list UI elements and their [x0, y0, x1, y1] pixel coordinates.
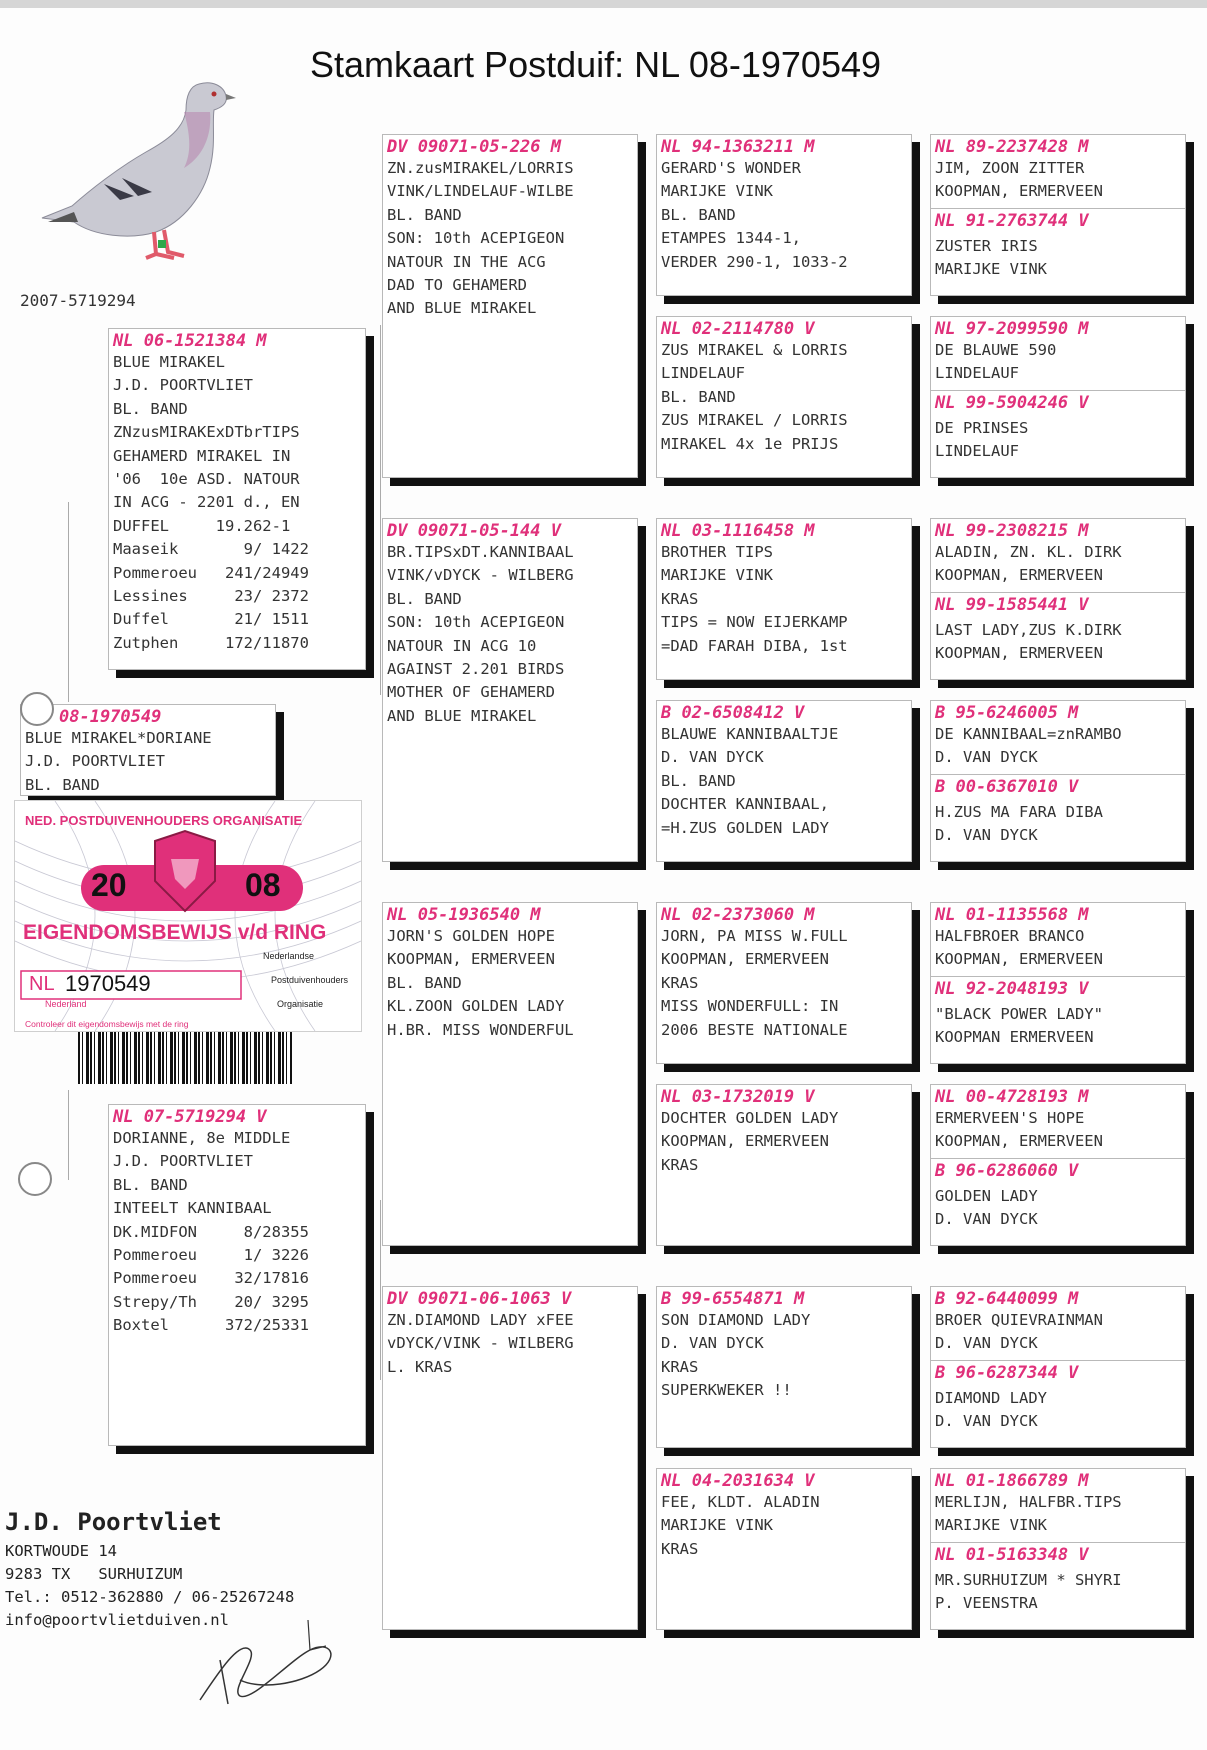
pedigree-line: JORN'S GOLDEN HOPE — [387, 927, 555, 945]
pedigree-line: ZNzusMIRAKExDTbrTIPS — [113, 423, 300, 442]
sire-card — [108, 328, 366, 670]
pedigree-line: D. VAN DYCK — [661, 1334, 764, 1353]
pedigree-line: BROTHER TIPS — [661, 543, 773, 561]
pedigree-line: KRAS — [661, 1539, 699, 1558]
pedigree-line: DUFFEL 19.262-1 — [113, 516, 291, 535]
ring-number: NL 01-1866789 M — [935, 1471, 1089, 1491]
certificate-title: EIGENDOMSBEWIJS v/d RING — [23, 921, 327, 944]
great-grandparent-card — [656, 316, 912, 478]
ring-number: B 96-6286060 V — [935, 1160, 1079, 1181]
pedigree-line: Pommeroeu 1/ 3226 — [113, 1246, 309, 1265]
great-grandparent-card — [656, 1468, 912, 1630]
pedigree-line: MARIJKE VINK — [935, 1516, 1047, 1535]
ownership-certificate — [14, 800, 362, 1032]
pedigree-line: SUPERKWEKER !! — [661, 1381, 792, 1400]
certificate-year-right: 08 — [245, 867, 281, 903]
pedigree-line: NATOUR IN THE ACG — [387, 252, 546, 271]
pedigree-line: SON DIAMOND LADY — [661, 1311, 811, 1329]
connector-line — [68, 1090, 69, 1180]
ring-number: DV 09071-05-144 V — [387, 521, 561, 541]
pedigree-line: ZUSTER IRIS — [935, 236, 1038, 255]
pedigree-line: KOOPMAN ERMERVEEN — [935, 1028, 1094, 1047]
pedigree-line: D. VAN DYCK — [935, 1412, 1038, 1431]
great-great-grandparents-card — [930, 134, 1186, 296]
pedigree-line: ZN.DIAMOND LADY xFEE — [387, 1311, 574, 1329]
pedigree-line: ALADIN, ZN. KL. DIRK — [935, 543, 1122, 561]
pedigree-line: 2006 BESTE NATIONALE — [661, 1020, 848, 1039]
top-border — [0, 0, 1207, 8]
pedigree-line: MIRAKEL 4x 1e PRIJS — [661, 434, 839, 453]
pedigree-line: Lessines 23/ 2372 — [113, 587, 309, 606]
certificate-ring-number: 1970549 — [65, 971, 151, 996]
pedigree-line: BLAUWE KANNIBAALTJE — [661, 725, 839, 743]
connector-line — [380, 325, 381, 695]
ring-number: NL 99-1585441 V — [935, 594, 1089, 615]
pedigree-line: KOOPMAN, ERMERVEEN — [935, 644, 1103, 663]
ring-number: DV 09071-05-226 M — [387, 137, 561, 157]
pedigree-line: DK.MIDFON 8/28355 — [113, 1222, 309, 1241]
pedigree-line: BL. BAND — [661, 387, 736, 406]
pedigree-line: LINDELAUF — [661, 364, 745, 383]
great-grandparent-card — [656, 1084, 912, 1246]
pedigree-line: MISS WONDERFULL: IN — [661, 997, 839, 1016]
pedigree-line: AND BLUE MIRAKEL — [387, 299, 537, 318]
pedigree-line: AGAINST 2.201 BIRDS — [387, 660, 565, 679]
pedigree-line: KOOPMAN, ERMERVEEN — [661, 1132, 829, 1151]
pedigree-line: DE PRINSES — [935, 418, 1029, 437]
certificate-year-left: 20 — [91, 867, 127, 903]
pigeon-illustration — [34, 72, 244, 282]
signature — [180, 1600, 350, 1710]
pedigree-line: DIAMOND LADY — [935, 1388, 1047, 1407]
certificate-org-p: Postduivenhouders — [271, 975, 349, 985]
pedigree-line: BL. BAND — [113, 399, 188, 418]
pedigree-line: BR.TIPSxDT.KANNIBAAL — [387, 543, 574, 561]
pedigree-line: AND BLUE MIRAKEL — [387, 706, 537, 725]
pedigree-line: BL. BAND — [387, 589, 462, 608]
ring-number: B 02-6508412 V — [661, 703, 805, 723]
ring-number: B 92-6440099 M — [935, 1289, 1079, 1309]
pedigree-line: BL. BAND — [113, 1175, 188, 1194]
owner-phone: Tel.: 0512-362880 / 06-25267248 — [5, 1588, 295, 1606]
pedigree-line: KOOPMAN, ERMERVEEN — [935, 182, 1103, 201]
pedigree-line: D. VAN DYCK — [661, 748, 764, 767]
ring-number: NL 01-5163348 V — [935, 1544, 1089, 1565]
pedigree-line: "BLACK POWER LADY" — [935, 1004, 1103, 1023]
pedigree-line: ETAMPES 1344-1, — [661, 229, 801, 248]
pedigree-line: DE KANNIBAAL=znRAMBO — [935, 725, 1122, 743]
pedigree-line: ZN.zusMIRAKEL/LORRIS — [387, 159, 574, 177]
connector-line — [380, 1200, 381, 1380]
pedigree-line: SON: 10th ACEPIGEON — [387, 229, 565, 248]
certificate-footer: Controleer dit eigendomsbewijs met de ring — [25, 1019, 189, 1029]
pedigree-line: DAD TO GEHAMERD — [387, 276, 527, 295]
ring-number: NL 94-1363211 M — [661, 137, 815, 157]
ring-number: NL 99-5904246 V — [935, 392, 1089, 413]
grandparent-card — [382, 902, 638, 1246]
ring-number: 08-1970549 — [59, 707, 162, 727]
own-ring-number: 2007-5719294 — [20, 291, 136, 310]
pedigree-line: KOOPMAN, ERMERVEEN — [661, 950, 829, 969]
barcode — [78, 1032, 292, 1084]
pedigree-line: DOCHTER KANNIBAAL, — [661, 795, 829, 814]
great-grandparent-card — [656, 134, 912, 296]
pedigree-line: VERDER 290-1, 1033-2 — [661, 252, 848, 271]
certificate-country-small: Nederland — [45, 999, 87, 1009]
ring-number: NL 00-4728193 M — [935, 1087, 1089, 1107]
pedigree-line: MARIJKE VINK — [661, 566, 773, 585]
pedigree-line: KOOPMAN, ERMERVEEN — [387, 950, 555, 969]
punch-hole — [20, 692, 54, 726]
pedigree-line: Boxtel 372/25331 — [113, 1316, 309, 1335]
ring-number: B 96-6287344 V — [935, 1362, 1079, 1383]
ring-number: NL 99-2308215 M — [935, 521, 1089, 541]
ring-number: NL 02-2114780 V — [661, 319, 815, 339]
dam-card — [108, 1104, 366, 1446]
owner-address: KORTWOUDE 14 — [5, 1542, 117, 1560]
pedigree-line: H.BR. MISS WONDERFUL — [387, 1020, 574, 1039]
great-grandparent-card — [656, 1286, 912, 1448]
pedigree-line: MARIJKE VINK — [935, 260, 1047, 279]
pedigree-line: Maaseik 9/ 1422 — [113, 540, 309, 559]
pedigree-line: VINK/LINDELAUF-WILBE — [387, 182, 574, 201]
pedigree-line: IN ACG - 2201 d., EN — [113, 493, 300, 512]
ring-number: NL 97-2099590 M — [935, 319, 1089, 339]
pedigree-line: Pommeroeu 32/17816 — [113, 1269, 309, 1288]
great-great-grandparents-card — [930, 1286, 1186, 1448]
pedigree-line: GEHAMERD MIRAKEL IN — [113, 446, 291, 465]
pedigree-line: KRAS — [661, 1357, 699, 1376]
pedigree-line: MARIJKE VINK — [661, 182, 773, 201]
pedigree-line: LAST LADY,ZUS K.DIRK — [935, 620, 1122, 639]
pedigree-line: P. VEENSTRA — [935, 1594, 1038, 1613]
pedigree-line: TIPS = NOW EIJERKAMP — [661, 613, 848, 632]
pedigree-line: H.ZUS MA FARA DIBA — [935, 802, 1103, 821]
pedigree-line: BL. BAND — [387, 205, 462, 224]
punch-hole — [18, 1162, 52, 1196]
pedigree-line: L. KRAS — [387, 1357, 453, 1376]
pedigree-line: J.D. POORTVLIET — [113, 1152, 253, 1171]
great-great-grandparents-card — [930, 1468, 1186, 1630]
pedigree-line: KOOPMAN, ERMERVEEN — [935, 950, 1103, 969]
ring-number: B 95-6246005 M — [935, 703, 1079, 723]
pedigree-line: KRAS — [661, 1155, 699, 1174]
pedigree-line: SON: 10th ACEPIGEON — [387, 613, 565, 632]
grandparent-card — [382, 1286, 638, 1630]
ring-number: NL 01-1135568 M — [935, 905, 1089, 925]
grandparent-card — [382, 518, 638, 862]
connector-line — [68, 502, 69, 702]
great-grandparent-card — [656, 700, 912, 862]
pedigree-line: ZUS MIRAKEL & LORRIS — [661, 341, 848, 359]
ring-number: NL 92-2048193 V — [935, 978, 1089, 999]
ring-number: B 00-6367010 V — [935, 776, 1079, 797]
pedigree-line: DOCHTER GOLDEN LADY — [661, 1109, 839, 1127]
pedigree-line: D. VAN DYCK — [935, 1210, 1038, 1229]
pedigree-line: DORIANNE, 8e MIDDLE — [113, 1129, 291, 1147]
great-great-grandparents-card — [930, 1084, 1186, 1246]
grandparent-card — [382, 134, 638, 478]
pedigree-line: BL. BAND — [661, 771, 736, 790]
pedigree-line: LINDELAUF — [935, 364, 1019, 383]
ring-number: NL 02-2373060 M — [661, 905, 815, 925]
pedigree-line: HALFBROER BRANCO — [935, 927, 1085, 945]
pedigree-line: D. VAN DYCK — [935, 826, 1038, 845]
pedigree-line: KOOPMAN, ERMERVEEN — [935, 566, 1103, 585]
pigeon-card — [20, 704, 276, 796]
pedigree-line: J.D. POORTVLIET — [25, 752, 165, 771]
pedigree-line: Pommeroeu 241/24949 — [113, 563, 309, 582]
certificate-org-o: Organisatie — [277, 999, 324, 1009]
ring-number: NL 04-2031634 V — [661, 1471, 815, 1491]
certificate-org-n: Nederlandse — [263, 951, 315, 961]
great-great-grandparents-card — [930, 518, 1186, 680]
certificate-org: NED. POSTDUIVENHOUDERS ORGANISATIE — [25, 813, 303, 828]
pedigree-line: MR.SURHUIZUM * SHYRI — [935, 1570, 1122, 1589]
ring-number: B 99-6554871 M — [661, 1289, 805, 1309]
pedigree-line: BL. BAND — [387, 973, 462, 992]
pedigree-line: vDYCK/VINK - WILBERG — [387, 1334, 574, 1353]
pedigree-line: MARIJKE VINK — [661, 1516, 773, 1535]
owner-postcode: 9283 TX SURHUIZUM — [5, 1565, 183, 1583]
pedigree-line: KRAS — [661, 589, 699, 608]
pedigree-line: Zutphen 172/11870 — [113, 633, 309, 652]
ring-number: NL 91-2763744 V — [935, 210, 1089, 231]
great-grandparent-card — [656, 902, 912, 1064]
ring-number: NL 89-2237428 M — [935, 137, 1089, 157]
pedigree-line: DE BLAUWE 590 — [935, 341, 1057, 359]
pedigree-line: BROER QUIEVRAINMAN — [935, 1311, 1103, 1329]
pedigree-line: D. VAN DYCK — [935, 1334, 1038, 1353]
pedigree-line: '06 10e ASD. NATOUR — [113, 470, 300, 489]
great-grandparent-card — [656, 518, 912, 680]
ring-number: NL 05-1936540 M — [387, 905, 541, 925]
pedigree-line: BL. BAND — [661, 205, 736, 224]
pedigree-line: ZUS MIRAKEL / LORRIS — [661, 411, 848, 430]
pedigree-line: BLUE MIRAKEL — [113, 353, 225, 371]
pedigree-line: KRAS — [661, 973, 699, 992]
pedigree-line: MOTHER OF GEHAMERD — [387, 683, 555, 702]
pedigree-line: FEE, KLDT. ALADIN — [661, 1493, 820, 1511]
pedigree-line: KL.ZOON GOLDEN LADY — [387, 997, 565, 1016]
pedigree-line: Duffel 21/ 1511 — [113, 610, 309, 629]
ring-number: NL 07-5719294 V — [113, 1107, 267, 1127]
pedigree-line: GOLDEN LADY — [935, 1186, 1038, 1205]
pedigree-line: VINK/vDYCK - WILBERG — [387, 566, 574, 585]
pedigree-line: NATOUR IN ACG 10 — [387, 636, 537, 655]
pedigree-line: BL. BAND — [25, 775, 100, 794]
great-great-grandparents-card — [930, 902, 1186, 1064]
pedigree-line: J.D. POORTVLIET — [113, 376, 253, 395]
pedigree-line: Strepy/Th 20/ 3295 — [113, 1292, 309, 1311]
owner-name: J.D. Poortvliet — [5, 1508, 222, 1536]
great-great-grandparents-card — [930, 700, 1186, 862]
pedigree-line: KOOPMAN, ERMERVEEN — [935, 1132, 1103, 1151]
pedigree-line: =DAD FARAH DIBA, 1st — [661, 636, 848, 655]
certificate-country: NL — [29, 973, 55, 995]
pedigree-line: D. VAN DYCK — [935, 748, 1038, 767]
ring-number: NL 03-1116458 M — [661, 521, 815, 541]
pedigree-line: INTEELT KANNIBAAL — [113, 1199, 272, 1218]
pedigree-line: GERARD'S WONDER — [661, 159, 801, 177]
pedigree-line: LINDELAUF — [935, 442, 1019, 461]
page-title: Stamkaart Postduif: NL 08-1970549 — [310, 44, 882, 85]
great-great-grandparents-card — [930, 316, 1186, 478]
pedigree-line: BLUE MIRAKEL*DORIANE — [25, 729, 212, 747]
pedigree-line: ERMERVEEN'S HOPE — [935, 1109, 1085, 1127]
pedigree-line: JIM, ZOON ZITTER — [935, 159, 1085, 177]
ring-number: DV 09071-06-1063 V — [387, 1289, 572, 1309]
pedigree-line: MERLIJN, HALFBR.TIPS — [935, 1493, 1122, 1511]
pedigree-line: =H.ZUS GOLDEN LADY — [661, 818, 829, 837]
pedigree-line: JORN, PA MISS W.FULL — [661, 927, 848, 945]
ring-number: NL 03-1732019 V — [661, 1087, 815, 1107]
ring-number: NL 06-1521384 M — [113, 331, 267, 351]
owner-email[interactable]: info@poortvlietduiven.nl — [5, 1611, 229, 1629]
